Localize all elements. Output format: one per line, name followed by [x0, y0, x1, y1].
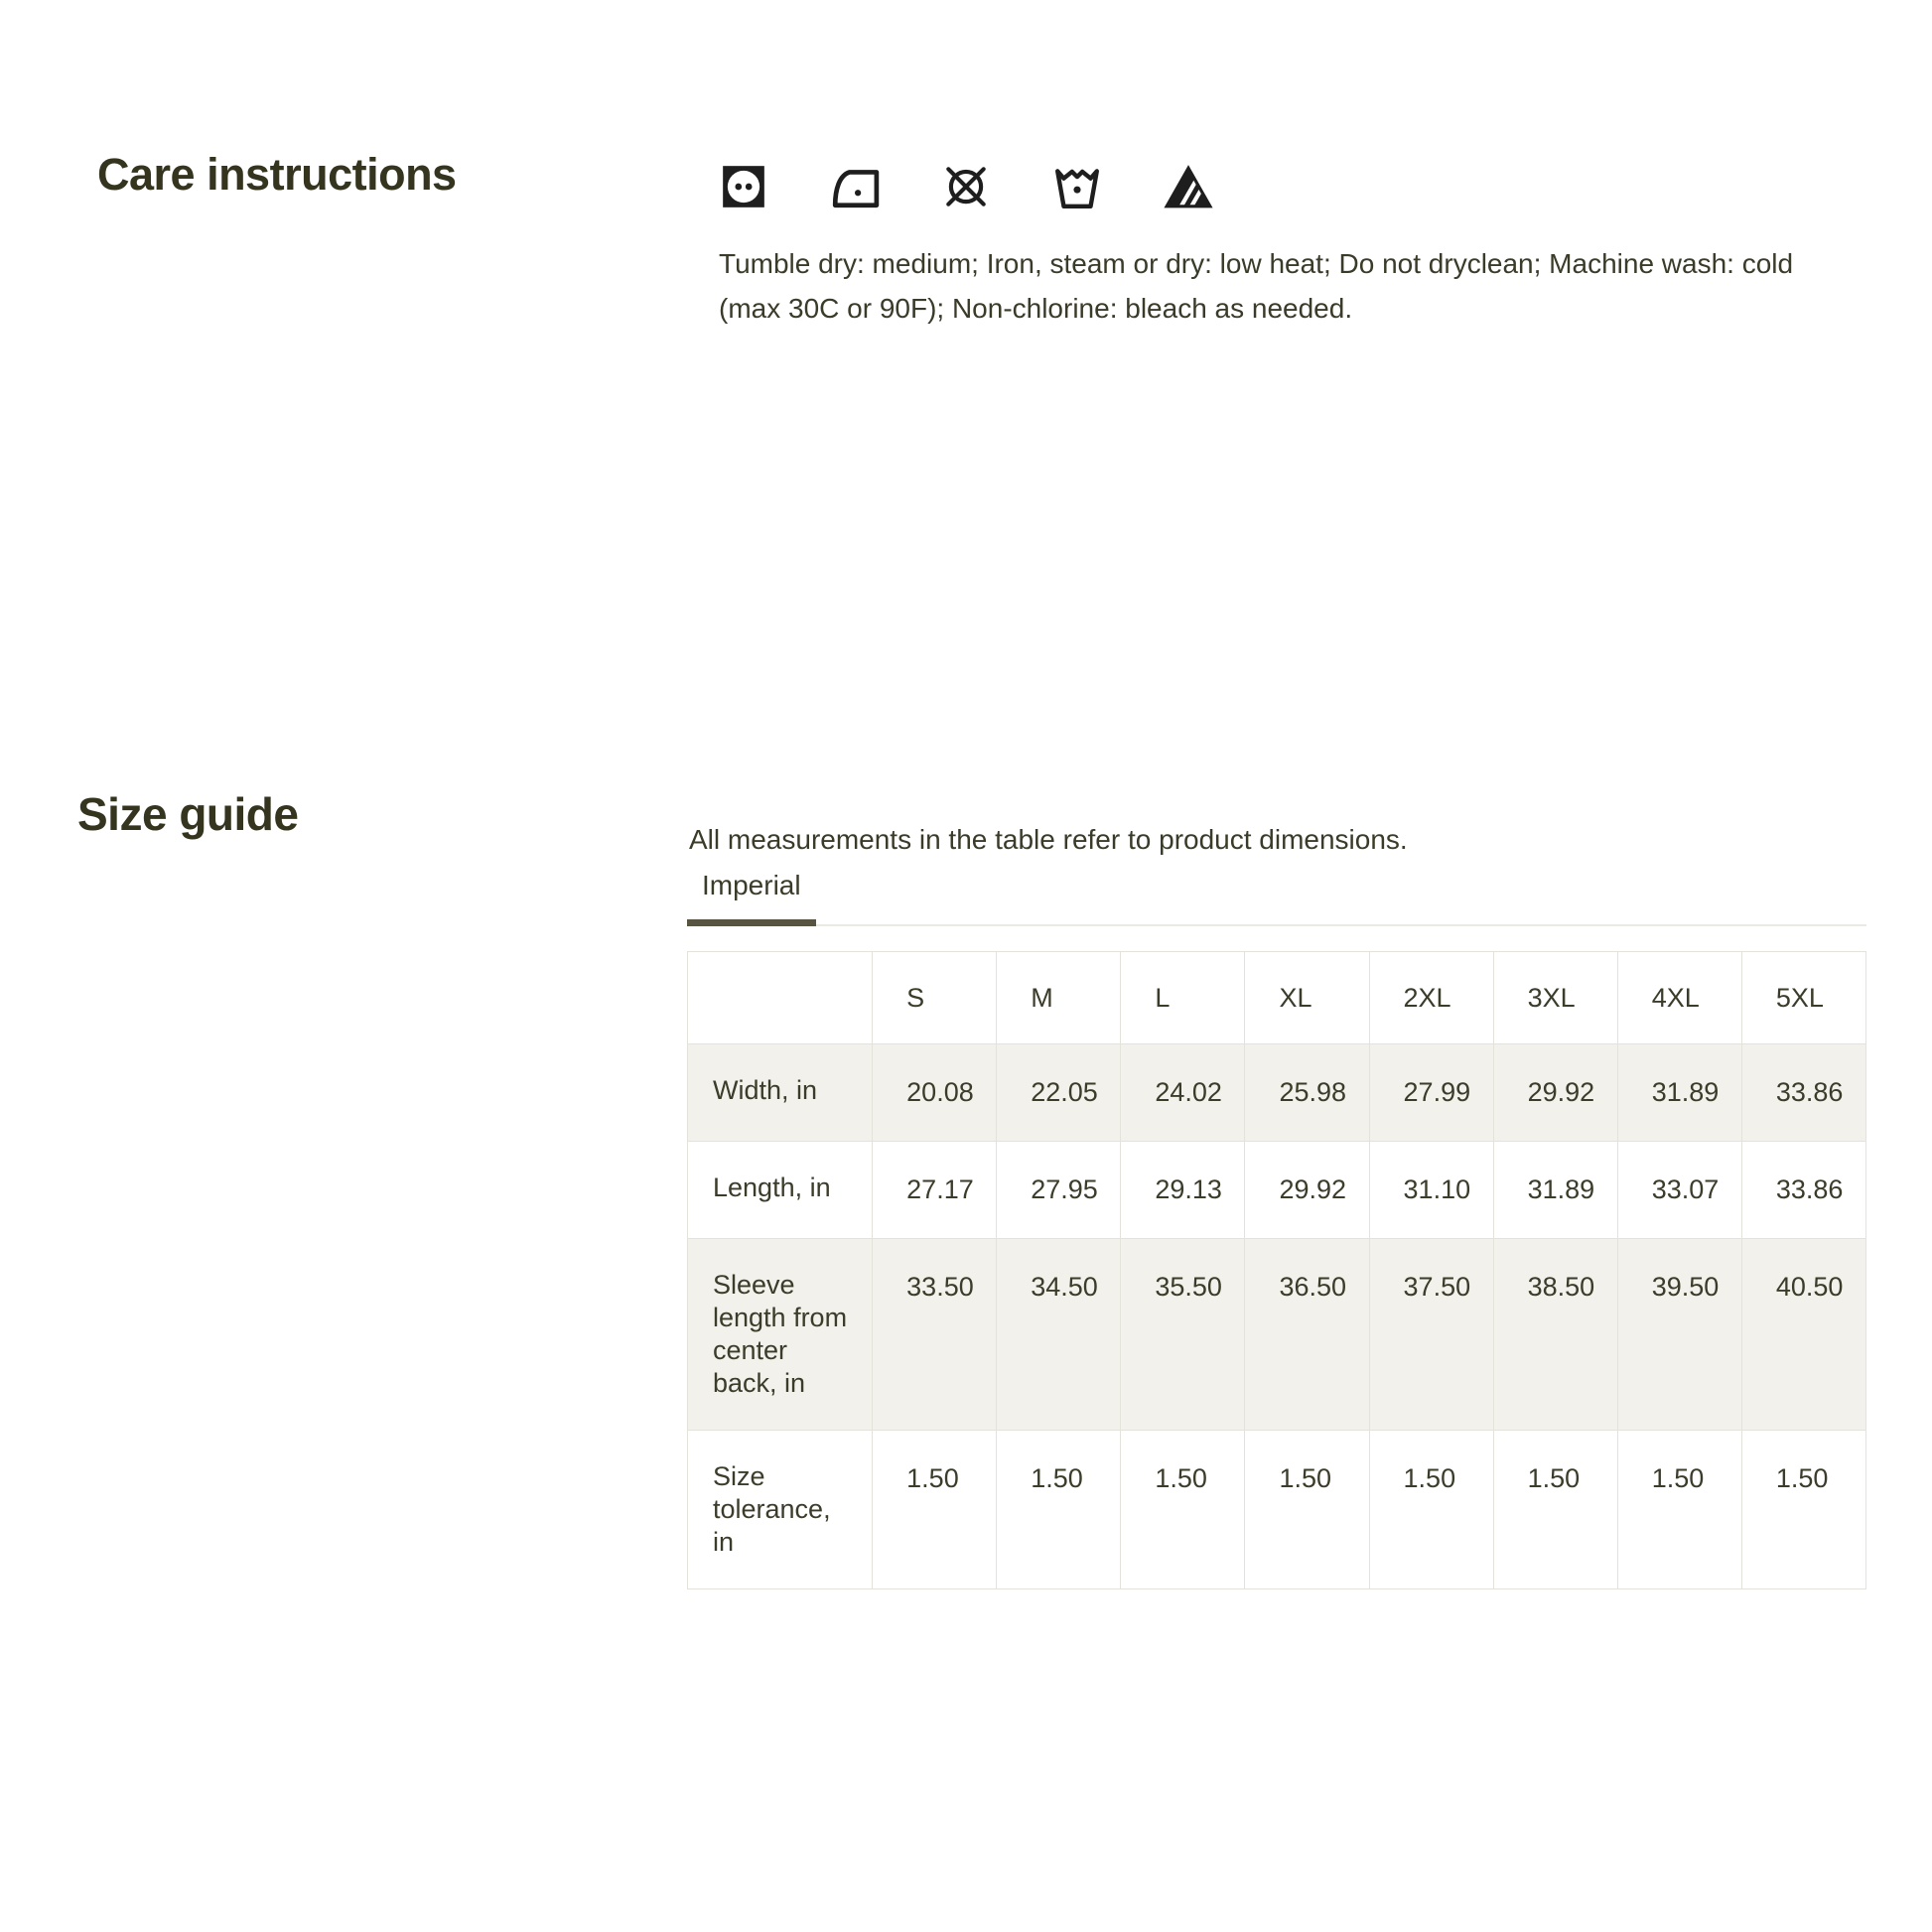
row-label: Sleeve length from center back, in — [688, 1239, 873, 1431]
row-label: Size tolerance, in — [688, 1431, 873, 1589]
cell: 33.86 — [1741, 1142, 1865, 1239]
cell: 27.17 — [873, 1142, 997, 1239]
tumble-dry-medium-icon — [719, 162, 768, 211]
cell: 31.10 — [1369, 1142, 1493, 1239]
tab-imperial[interactable]: Imperial — [687, 870, 816, 926]
do-not-dryclean-icon — [941, 162, 991, 211]
table-row-width — [688, 1044, 1866, 1142]
cell: 1.50 — [1369, 1431, 1493, 1589]
column-header-m: M — [997, 952, 1121, 1044]
care-text-line-2: (max 30C or 90F); Non-chlorine: bleach as needed. — [719, 293, 1353, 324]
cell: 22.05 — [997, 1044, 1121, 1142]
care-icons-row — [719, 162, 1213, 211]
row-label: Length, in — [688, 1142, 873, 1239]
table-row-length — [688, 1142, 1866, 1239]
column-header-4xl: 4XL — [1617, 952, 1741, 1044]
cell: 38.50 — [1493, 1239, 1617, 1431]
column-header-2xl: 2XL — [1369, 952, 1493, 1044]
cell: 29.92 — [1493, 1044, 1617, 1142]
table-header-row — [688, 952, 1866, 1044]
cell: 34.50 — [997, 1239, 1121, 1431]
cell: 31.89 — [1493, 1142, 1617, 1239]
care-instructions-heading: Care instructions — [97, 149, 457, 200]
size-guide-note: All measurements in the table refer to product dimensions. — [689, 824, 1408, 855]
cell: 40.50 — [1741, 1239, 1865, 1431]
table-row-sleeve-length — [688, 1239, 1866, 1431]
cell: 1.50 — [997, 1431, 1121, 1589]
cell: 1.50 — [1121, 1431, 1245, 1589]
cell: 1.50 — [1741, 1431, 1865, 1589]
iron-low-heat-icon — [830, 162, 880, 211]
table-corner-cell — [688, 952, 873, 1044]
cell: 36.50 — [1245, 1239, 1369, 1431]
machine-wash-cold-icon — [1052, 162, 1102, 211]
cell: 27.95 — [997, 1142, 1121, 1239]
cell: 33.50 — [873, 1239, 997, 1431]
cell: 29.13 — [1121, 1142, 1245, 1239]
unit-tabs — [687, 870, 1866, 926]
care-instructions-text — [719, 241, 1875, 331]
cell: 35.50 — [1121, 1239, 1245, 1431]
cell: 33.07 — [1617, 1142, 1741, 1239]
cell: 24.02 — [1121, 1044, 1245, 1142]
cell: 1.50 — [1617, 1431, 1741, 1589]
cell: 1.50 — [1245, 1431, 1369, 1589]
column-header-xl: XL — [1245, 952, 1369, 1044]
cell: 29.92 — [1245, 1142, 1369, 1239]
cell: 27.99 — [1369, 1044, 1493, 1142]
table-row-size-tolerance — [688, 1431, 1866, 1589]
care-text-line-1: Tumble dry: medium; Iron, steam or dry: low heat; Do not dryclean; Machine wash: cold — [719, 248, 1794, 279]
column-header-s: S — [873, 952, 997, 1044]
size-guide-heading: Size guide — [77, 788, 299, 840]
column-header-3xl: 3XL — [1493, 952, 1617, 1044]
cell: 33.86 — [1741, 1044, 1865, 1142]
cell: 20.08 — [873, 1044, 997, 1142]
cell: 1.50 — [1493, 1431, 1617, 1589]
column-header-5xl: 5XL — [1741, 952, 1865, 1044]
size-guide-table — [687, 951, 1866, 1589]
cell: 25.98 — [1245, 1044, 1369, 1142]
non-chlorine-bleach-icon — [1164, 162, 1213, 211]
cell: 37.50 — [1369, 1239, 1493, 1431]
cell: 31.89 — [1617, 1044, 1741, 1142]
cell: 1.50 — [873, 1431, 997, 1589]
cell: 39.50 — [1617, 1239, 1741, 1431]
row-label: Width, in — [688, 1044, 873, 1142]
column-header-l: L — [1121, 952, 1245, 1044]
